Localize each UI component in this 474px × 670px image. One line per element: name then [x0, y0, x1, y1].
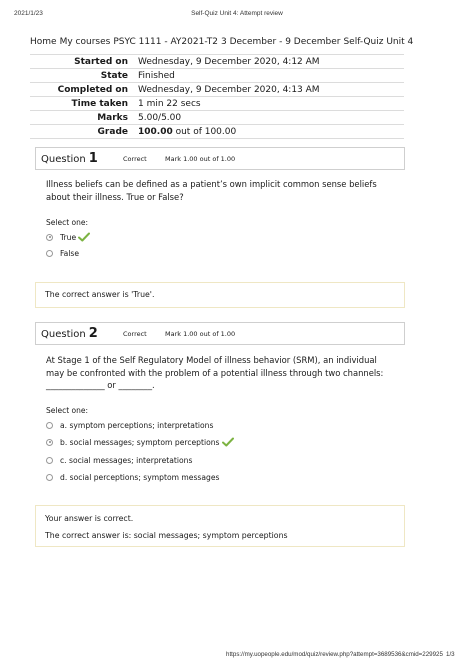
question-number: 1: [88, 151, 98, 166]
grade-out-of: out of 100.00: [172, 126, 237, 137]
summary-label: State: [100, 70, 128, 81]
summary-row-grade: [30, 125, 404, 139]
radio-button[interactable]: [46, 234, 53, 241]
question-1-feedback: [35, 282, 405, 308]
question-2-option-a[interactable]: [46, 419, 213, 431]
correct-check-icon: [78, 232, 90, 242]
question-2-label: [41, 326, 123, 341]
summary-value: 5.00/5.00: [138, 112, 182, 123]
grade-value: 100.00: [138, 126, 173, 137]
question-1-info: [35, 147, 405, 170]
question-word: Question: [41, 154, 86, 165]
breadcrumb-week[interactable]: 3 December - 9 December: [220, 37, 341, 47]
option-text: c. social messages; interpretations: [60, 455, 193, 465]
option-text: b. social messages; symptom perceptions: [60, 437, 220, 447]
summary-value: [134, 127, 236, 137]
question-1-label: [41, 151, 123, 166]
summary-row-time: [30, 97, 404, 111]
radio-button[interactable]: [46, 439, 53, 446]
breadcrumb-course[interactable]: PSYC 1111 - AY2021-T2: [113, 37, 218, 47]
print-url: https://my.uopeople.edu/mod/quiz/review.php?attempt=3689536&cmid=229925: [226, 651, 443, 658]
question-1-option-false[interactable]: [46, 247, 79, 259]
correct-check-icon: [222, 437, 234, 447]
summary-label: Time taken: [71, 98, 128, 109]
radio-button[interactable]: [46, 474, 53, 481]
feedback-text: Your answer is correct.: [45, 514, 134, 523]
question-2-feedback: [35, 505, 405, 547]
radio-button[interactable]: [46, 457, 53, 464]
question-1-select-label: Select one:: [46, 218, 89, 227]
summary-label: Completed on: [57, 84, 128, 95]
question-1-grade: Mark 1.00 out of 1.00: [165, 154, 236, 163]
question-2-select-label: Select one:: [46, 406, 89, 415]
breadcrumb-home[interactable]: Home: [30, 37, 57, 47]
summary-row-completed: [30, 83, 404, 97]
radio-button[interactable]: [46, 422, 53, 429]
option-text: d. social perceptions; symptom messages: [60, 472, 220, 482]
question-2-option-b[interactable]: [46, 436, 234, 448]
option-text: a. symptom perceptions; interpretations: [60, 420, 214, 430]
breadcrumb-quiz[interactable]: Self-Quiz Unit 4: [343, 37, 414, 47]
question-number: 2: [88, 326, 98, 341]
option-text: True: [60, 232, 77, 242]
summary-row-marks: [30, 111, 404, 125]
print-page-number: 1/3: [446, 651, 455, 658]
question-2-option-d[interactable]: [46, 471, 220, 483]
summary-row-state: [30, 69, 404, 83]
summary-row-started: [30, 55, 404, 69]
question-1-option-true[interactable]: [46, 231, 90, 243]
breadcrumb: [30, 37, 450, 47]
question-word: Question: [41, 329, 86, 340]
right-answer-text: The correct answer is: social messages; symptom perceptions: [45, 531, 288, 540]
question-2-text: At Stage 1 of the Self Regulatory Model of illness behavior (SRM), an individual may be confronted with the problem of a potential illness through two channels: ______________ or ________.: [46, 355, 384, 390]
summary-label: Marks: [97, 112, 128, 123]
question-2-state: Correct: [123, 329, 147, 338]
summary-label: Started on: [74, 56, 128, 67]
question-1-text: Illness beliefs can be defined as a patient’s own implicit common sense beliefs about their illness. True or False?: [46, 179, 377, 202]
option-text: False: [60, 248, 80, 258]
radio-button[interactable]: [46, 250, 53, 257]
summary-value: 1 min 22 secs: [138, 98, 201, 109]
print-header: [0, 10, 474, 20]
question-1-state: Correct: [123, 154, 147, 163]
summary-value: Wednesday, 9 December 2020, 4:12 AM: [138, 56, 320, 67]
question-2-grade: Mark 1.00 out of 1.00: [165, 329, 236, 338]
breadcrumb-my-courses[interactable]: My courses: [59, 37, 111, 47]
question-2-option-c[interactable]: [46, 454, 192, 466]
summary-value: Wednesday, 9 December 2020, 4:13 AM: [138, 84, 320, 95]
attempt-summary-table: [30, 54, 404, 139]
summary-label: Grade: [97, 126, 128, 137]
print-date: 2021/1/23: [14, 10, 43, 17]
question-2-info: [35, 322, 405, 345]
right-answer-text: The correct answer is 'True'.: [45, 290, 155, 299]
print-title: Self-Quiz Unit 4: Attempt review: [191, 10, 283, 17]
summary-value: Finished: [138, 70, 175, 81]
